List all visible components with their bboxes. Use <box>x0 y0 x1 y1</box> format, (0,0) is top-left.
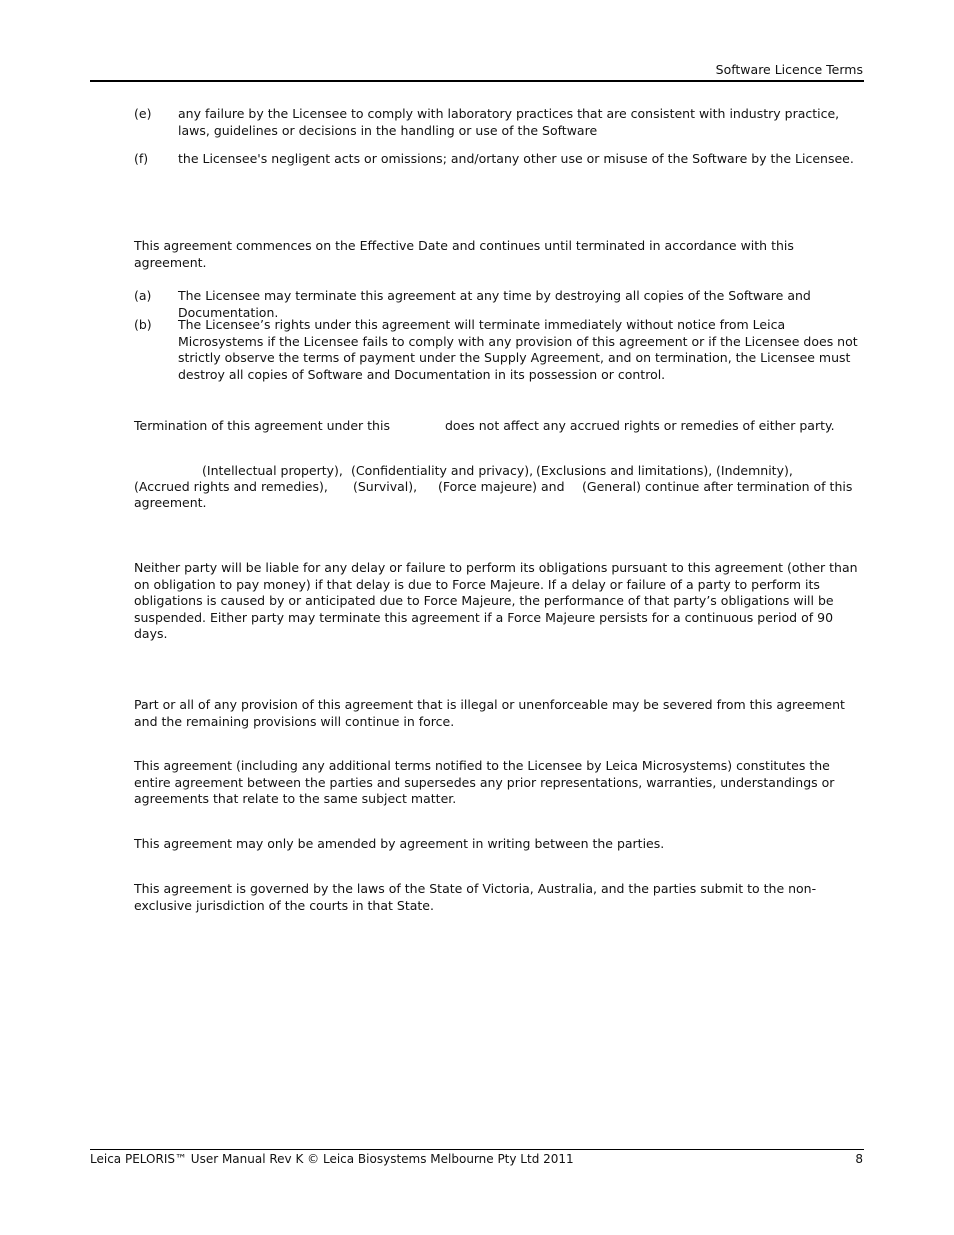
entire-agreement-paragraph: This agreement (including any additional terms notified to the Licensee by Leica Microsystems) constitutes the entire agreement between the parties and supersedes any prior representations, warranties, understandings or agreements that relate to the same subject matter. <box>134 758 835 806</box>
page-number: 8 <box>855 1152 863 1166</box>
page-header-title: Software Licence Terms <box>715 62 863 77</box>
survival-intellectual-property: (Intellectual property), <box>202 463 343 478</box>
survival-survival: (Survival), <box>353 479 418 494</box>
list-item-label: (b) <box>134 317 152 332</box>
termination-effect-part1: Termination of this agreement under this <box>134 418 390 433</box>
survival-general: (General) continue after termination of this <box>582 479 853 494</box>
list-item-f <box>134 151 866 168</box>
list-item-label: (e) <box>134 106 152 121</box>
header-rule <box>90 80 864 82</box>
commencement-paragraph: This agreement commences on the Effective Date and continues until terminated in accordance with this agreement. <box>134 238 794 270</box>
footer-text: Leica PELORIS™ User Manual Rev K © Leica Biosystems Melbourne Pty Ltd 2011 <box>90 1152 574 1166</box>
survival-confidentiality: (Confidentiality and privacy), <box>351 463 534 478</box>
list-item-label: (a) <box>134 288 152 303</box>
severability-paragraph: Part or all of any provision of this agreement that is illegal or unenforceable may be severed from this agreement and the remaining provisions will continue in force. <box>134 697 845 729</box>
list-item-text: any failure by the Licensee to comply with laboratory practices that are consistent with industry practice, laws, guidelines or decisions in the handling or use of the Software <box>178 106 840 138</box>
footer-rule <box>90 1149 864 1150</box>
survival-agreement: agreement. <box>134 495 207 510</box>
list-item-text: the Licensee's negligent acts or omissions; and/ortany other use or misuse of the Software by the Licensee. <box>178 151 854 166</box>
force-majeure-paragraph: Neither party will be liable for any delay or failure to perform its obligations pursuant to this agreement (other than on obligation to pay money) if that delay is due to Force Majeure. If a delay or failure of a party to perform its obligations is caused by or anticipated due to Force Majeure, the performance of that party’s obligations will be suspended. Either party may terminate this agreement if a Force Majeure persists for a continuous period of 90 days. <box>134 560 858 641</box>
termination-effect-part2: does not affect any accrued rights or remedies of either party. <box>445 418 835 433</box>
survival-force-majeure: (Force majeure) and <box>438 479 565 494</box>
governing-law-paragraph: This agreement is governed by the laws of the State of Victoria, Australia, and the parties submit to the non-exclusive jurisdiction of the courts in that State. <box>134 881 817 913</box>
list-item-label: (f) <box>134 151 149 166</box>
survival-exclusions: (Exclusions and limitations), <box>536 463 713 478</box>
amendment-paragraph: This agreement may only be amended by agreement in writing between the parties. <box>134 836 665 851</box>
list-item-text: The Licensee’s rights under this agreement will terminate immediately without notice from Leica Microsystems if the Licensee fails to comply with any provision of this agreement or if the Licensee does not strictly observe the terms of payment under the Supply Agreement, and on termination, the Licensee must destroy all copies of Software and Documentation in its possession or control. <box>178 317 858 382</box>
survival-accrued: (Accrued rights and remedies), <box>134 479 328 494</box>
survival-indemnity: (Indemnity), <box>716 463 793 478</box>
list-item-b <box>134 317 866 383</box>
list-item-e <box>134 106 866 139</box>
list-item-text: The Licensee may terminate this agreement at any time by destroying all copies of the Software and Documentation. <box>178 288 811 320</box>
